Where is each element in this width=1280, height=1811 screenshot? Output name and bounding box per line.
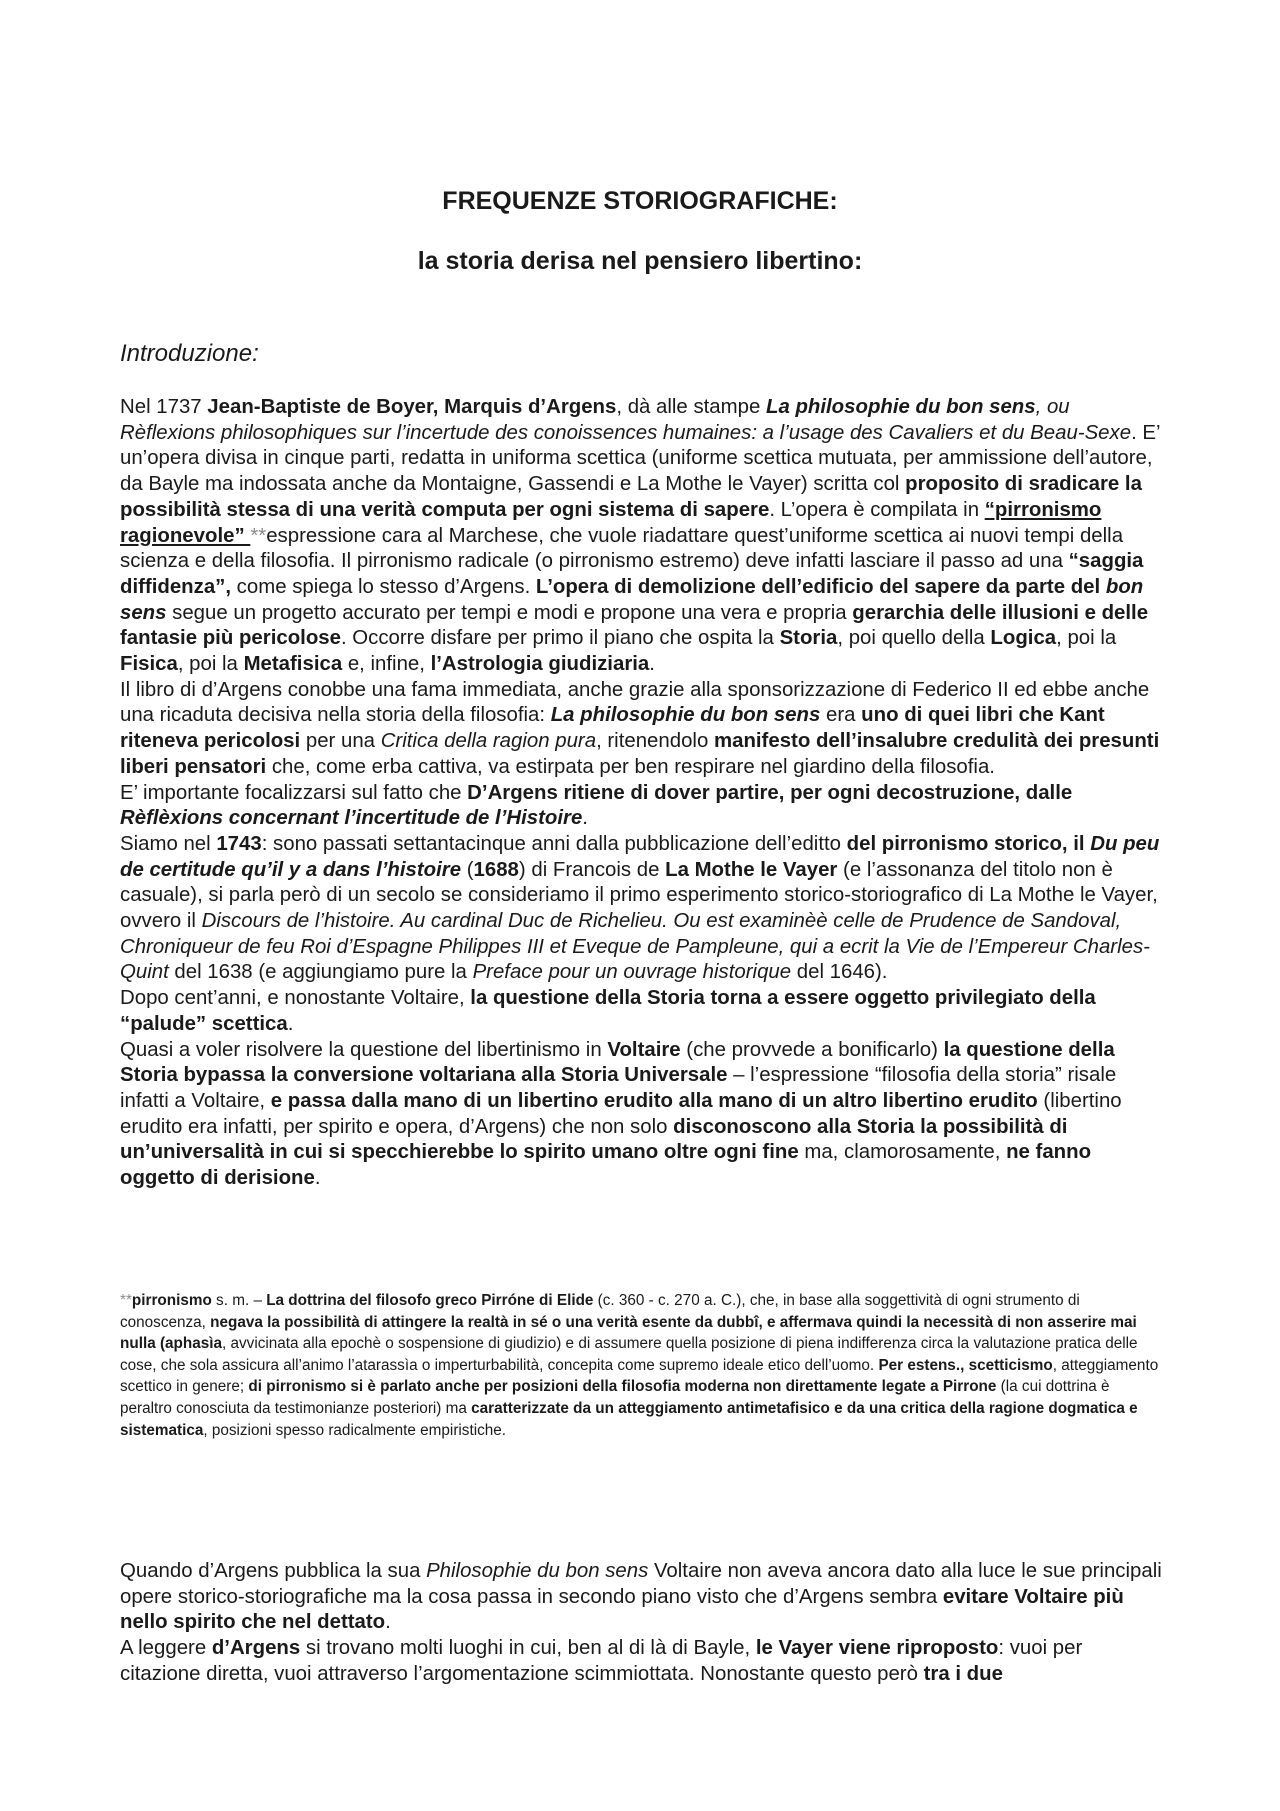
footnote-marker: ** [250,524,267,547]
page-title: FREQUENZE STORIOGRAFICHE: [442,187,838,215]
paragraph-2: Il libro di d’Argens conobbe una fama immediata, anche grazie alla sponsorizzazione di Federico II ed ebbe anche una ricaduta decisiva nella storia della filosofia: La philosophie du bon sens era uno di quei libri che Kant riteneva pericolosi per una Critica della ragion pura, ritenendolo manifesto dell’insalubre credulità dei presunti liberi pensatori che, come erba cattiva, va estirpata per ben respirare nel giardino della filosofia. [120,678,1160,778]
page-subtitle: la storia derisa nel pensiero libertino: [417,247,863,275]
paragraph-4: Siamo nel 1743: sono passati settantacinque anni dalla pubblicazione dell’editto del pirronismo storico, il Du peu de certitude qu’il y a dans l’histoire (1688) di Francois de La Mothe le Vayer (e l’assonanza del titolo non è casuale), si parla però di un secolo se consideriamo il primo esperimento storico-storiografico di La Mothe le Vayer, ovvero il Discours de l’histoire. Au cardinal Duc de Richelieu. Ou est examinèè celle de Prudence de Sandoval, Chroniqueur de feu Roi d’Espagne Philippes III et Eveque de Pampleune, qui a ecrit la Vie de l’Empereur Charles-Quint del 1638 (e aggiungiamo pure la Preface pour un ouvrage historique del 1646). [120,832,1160,984]
paragraph-5: Dopo cent’anni, e nonostante Voltaire, la questione della Storia torna a essere oggetto privilegiato della “palude” scettica. [120,987,1096,1035]
paragraph-6: Quasi a voler risolvere la questione del libertinismo in Voltaire (che provvede a bonificarlo) la questione della Storia bypassa la conversione voltariana alla Storia Universale – l’espressione “filosofia della storia” risale infatti a Voltaire, e passa dalla mano di un libertino erudito alla mano di un altro libertino erudito (libertino erudito era infatti, per spirito e opera, d’Argens) che non solo disconoscono alla Storia la possibilità di un’universalità in cui si specchierebbe lo spirito umano oltre ogni fine ma, clamorosamente, ne fanno oggetto di derisione. [120,1038,1122,1190]
footnote-text: **pirronismo s. m. – La dottrina del filosofo greco Pirróne di Elide (c. 360 - c. 270 a. C.), che, in base alla soggettività di ogni strumento di conoscenza, negava la possibilità di attingere la realtà in sé o una verità esente da dubbî, e affermava quindi la necessità di non asserire mai nulla (aphasìa, avvicinata alla epochè o sospensione di giudizio) e di assumere quella posizione di piena indifferenza circa la valutazione pratica delle cose, che sola assicura all’animo l’atarassìa o imperturbabilità, concepita come supremo ideale etico dell’uomo. Per estens., scetticismo, atteggiamento scettico in genere; di pirronismo si è parlato anche per posizioni della filosofia moderna non direttamente legate a Pirrone (la cui dottrina è peraltro conosciuta da testimonianze posteriori) ma caratterizzate da un atteggiamento antimetafisico e da una critica della ragione dogmatica e sistematica, posizioni spesso radicalmente empiristiche. [120,1292,1159,1439]
paragraph-7: Quando d’Argens pubblica la sua Philosophie du bon sens Voltaire non aveva ancora dato alla luce le sue principali opere storico-storiografiche ma la cosa passa in secondo piano visto che d’Argens sembra evitare Voltaire più nello spirito che nel dettato. [120,1560,1162,1634]
paragraph-8: A leggere d’Argens si trovano molti luoghi in cui, ben al di là di Bayle, le Vayer viene riproposto: vuoi per citazione diretta, vuoi attraverso l’argomentazione scimmiottata. Nonostante questo però tra i due [120,1637,1083,1685]
continuation-text [120,1559,1162,1688]
footnote [120,1290,1162,1441]
paragraph-3: E’ importante focalizzarsi sul fatto che D’Argens ritiene di dover partire, per ogni decostruzione, dalle Rèflèxions concernant l’incertitude de l’Histoire. [120,781,1073,830]
main-text [120,395,1162,1192]
section-heading: Introduzione: [120,340,259,367]
paragraph-1: Nel 1737 Jean-Baptiste de Boyer, Marquis d’Argens, dà alle stampe La philosophie du bon sens, ou Rèflexions philosophiques sur l’incertude des conoissences humaines: a l’usage des Cavaliers et du Beau-Sexe. E’ un’opera divisa in cinque parti, redatta in uniforma scettica (uniforme scettica mutuata, per ammissione dell’autore, da Bayle ma indossata anche da Montaigne, Gassendi e La Mothe le Vayer) scritta col proposito di sradicare la possibilità stessa di una verità computa per ogni sistema di sapere. L’opera è compilata in “pirronismo ragionevole” **espressione cara al Marchese, che vuole riadattare quest’uniforme scettica ai nuovi tempi della scienza e della filosofia. Il pirronismo radicale (o pirronismo estremo) deve infatti lasciare il passo ad una “saggia diffidenza”, come spiega lo stesso d’Argens. L’opera di demolizione dell’edificio del sapere da parte del bon sens segue un progetto accurato per tempi e modi e propone una vera e propria gerarchia delle illusioni e delle fantasie più pericolose. Occorre disfare per primo il piano che ospita la Storia, poi quello della Logica, poi la Fisica, poi la Metafisica e, infine, l’Astrologia giudiziaria. [120,396,1160,676]
footnote-marker: ** [120,1292,132,1309]
